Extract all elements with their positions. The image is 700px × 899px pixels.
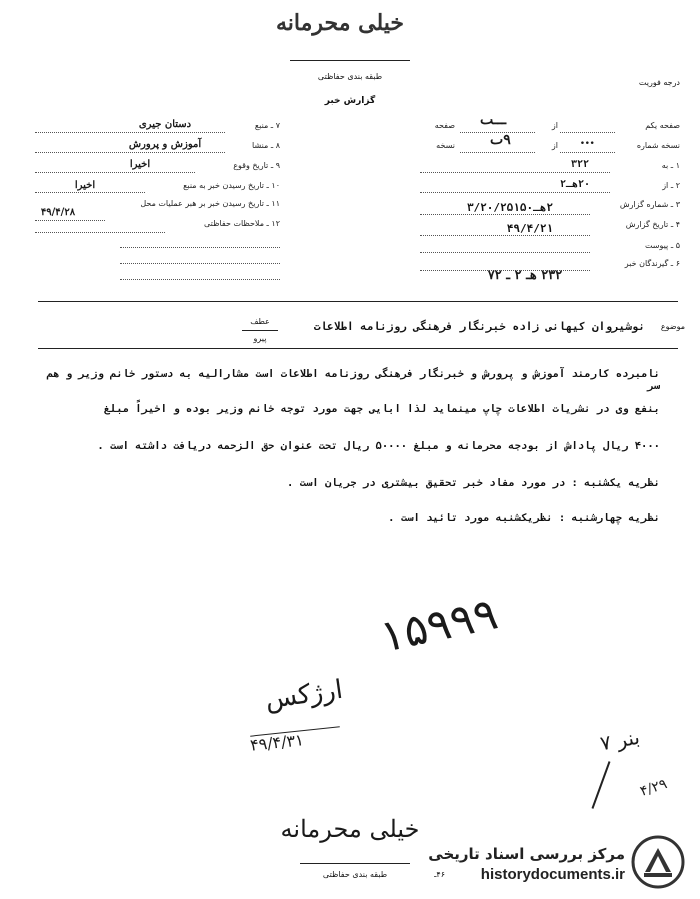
field-from-dots <box>420 192 610 193</box>
subject-text: نوشیروان کیهانی زاده خبرنگار فرهنگی روزنامه اطلاعات <box>313 320 645 333</box>
urgency-label: درجه فوریت <box>638 78 680 87</box>
watermark-logo-icon <box>630 834 686 890</box>
field-origin-label: ۸ ـ منشا <box>252 141 280 150</box>
field-received-source-label: ۱۰ ـ تاریخ رسیدن خبر به منبع <box>183 181 280 190</box>
field-to-value: ۳۲۲ <box>570 159 590 170</box>
right-note-stroke <box>592 761 611 809</box>
field-report-number-dots <box>420 214 590 215</box>
field-attachment-dots <box>420 252 590 253</box>
footer-classification-label: طبقه بندی حفاظتی <box>322 870 388 879</box>
right-note-date: ۴/۲۹ <box>638 776 670 800</box>
subject-side-divider <box>242 330 278 331</box>
extra-dots-1 <box>120 247 280 248</box>
copy-number: ... <box>580 132 595 148</box>
copy-label: نسخه شماره <box>636 141 680 150</box>
copy-total-dots <box>460 152 535 153</box>
footer-classification-scrawl: خیلی محرمانه <box>280 815 420 843</box>
field-to-dots <box>420 172 610 173</box>
extra-handwritten: ۲۳۲ هـ ۲ ـ ۷۲ <box>487 268 563 283</box>
field-origin-dots <box>35 152 225 153</box>
top-classification-scrawl: خیلی محرمانه <box>275 10 405 36</box>
body-line-5: نظریه چهارشنبه : نظریکشنبه مورد تائید است . <box>388 512 660 524</box>
field-report-date-label: ۴ ـ تاریخ گزارش <box>625 220 680 229</box>
field-received-ops-dots <box>35 220 105 221</box>
field-report-number-label: ۳ ـ شماره گزارش <box>619 200 680 209</box>
field-from-value: ۲۰هـ۲ <box>559 179 591 190</box>
subject-side-top: عطف <box>250 317 270 326</box>
field-origin-value: آموزش و پرورش <box>128 139 202 150</box>
subject-side-bottom: پیرو <box>253 334 267 343</box>
field-report-number-value: ۲هـ۳/۲۰/۲۵۱۵۰ <box>466 201 554 214</box>
copy-unit: نسخه <box>436 141 455 150</box>
field-attachment-label: ۵ ـ پیوست <box>644 241 680 250</box>
field-from-label: ۲ ـ از <box>662 181 680 190</box>
body-line-4: نظریه یکشنبه : در مورد مفاد خبر تحقیق بیشتری در جریان است . <box>287 477 660 489</box>
field-report-date-dots <box>420 235 590 236</box>
copy-from: از <box>551 141 558 150</box>
copy-total-scribble: ٩ٮ <box>490 132 511 148</box>
page-unit: صفحه <box>434 121 455 130</box>
footer-code: ۴۶ـ <box>434 870 445 879</box>
body-line-1: نامبرده کارمند آموزش و پرورش و خبرنگار فرهنگی روزنامه اطلاعات است مشارالیه به دستور خانم وزیر و هم سر <box>46 368 660 392</box>
section-divider <box>38 301 678 302</box>
field-received-source-value: اخیرا <box>74 180 96 191</box>
field-security-notes-label: ۱۲ ـ ملاحظات حفاظتی <box>204 219 280 228</box>
page-scribble: ـــٮ <box>480 112 507 128</box>
archive-note: ارژکس <box>263 674 345 716</box>
field-occurrence-value: اخیرا <box>129 159 151 170</box>
field-occurrence-dots <box>35 172 195 173</box>
field-received-ops-label: ۱۱ ـ تاریخ رسیدن خبر بر هبر عملیات محل <box>140 199 280 208</box>
field-occurrence-label: ۹ ـ تاریخ وقوع <box>233 161 280 170</box>
top-divider <box>290 60 410 61</box>
page-from: از <box>551 121 558 130</box>
field-recipients-label: ۶ ـ گیرندگان خبر <box>624 259 680 268</box>
page-label: صفحه یکم <box>645 121 680 130</box>
field-source-dots <box>35 132 225 133</box>
right-note: بنر ۷ <box>598 724 642 756</box>
watermark-url: historydocuments.ir <box>480 866 625 883</box>
field-source-value: دستان جیری <box>138 119 192 130</box>
field-report-date-value: ۴۹/۴/۲۱ <box>506 222 554 235</box>
subject-underline <box>38 348 678 349</box>
body-line-3: ۴۰۰۰ ریال پاداش از بودجه محرمانه و مبلغ ۵۰۰۰۰ ریال تحت عنوان حق الزحمه دریافت داشته است . <box>97 440 660 452</box>
field-source-label: ۷ ـ منبع <box>254 121 280 130</box>
field-received-ops-value: ۴۹/۴/۲۸ <box>40 207 76 218</box>
field-received-source-dots <box>35 192 145 193</box>
body-line-2: بنفع وی در نشریات اطلاعات چاپ مینماید لذا ابایی جهت مورد توجه خانم وزیر بوده و اخیراً مبلغ <box>103 403 660 415</box>
handwritten-number: ۱۵۹۹۹ <box>375 588 503 663</box>
classification-label-top: طبقه بندی حفاظتی <box>317 72 383 81</box>
field-to-label: ۱ ـ به <box>661 161 680 170</box>
archive-date: ۴۹/۴/۳۱ <box>249 730 305 755</box>
copy-dots <box>560 152 615 153</box>
subject-label: موضوع <box>660 322 685 331</box>
footer-divider <box>300 863 410 864</box>
extra-dots-3 <box>120 279 280 280</box>
field-security-notes-dots <box>35 232 165 233</box>
report-title: گزارش خبر <box>324 96 376 106</box>
extra-dots-2 <box>120 263 280 264</box>
watermark-name: مرکز بررسی اسناد تاریخی <box>428 845 625 863</box>
